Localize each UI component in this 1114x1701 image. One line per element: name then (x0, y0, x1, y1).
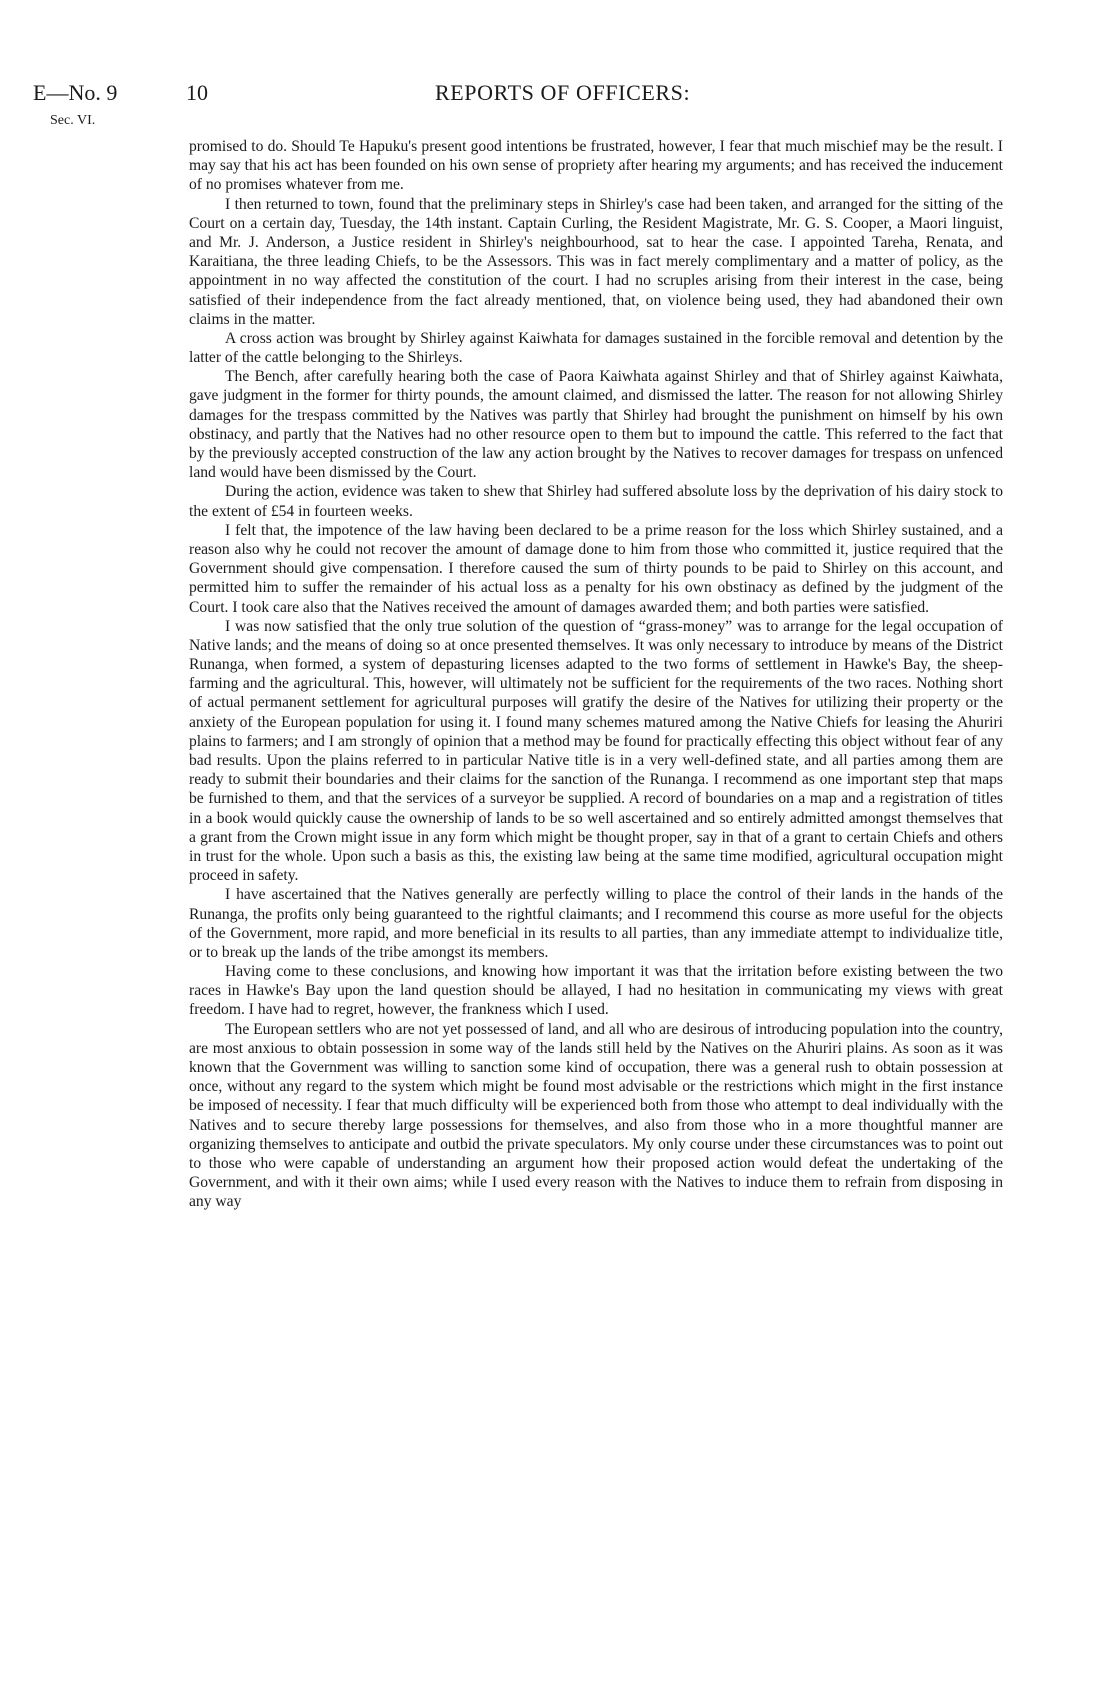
paragraph: I have ascertained that the Natives generally are perfectly willing to place the control of their lands in the hands of the Runanga, the profits only being guaranteed to the rightful claimants; and I recommend this course as more useful for the objects of the Government, more rapid, and more beneficial in its results to all parties, than any immediate attempt to individualize title, or to break up the lands of the tribe amongst its members. (189, 886, 1003, 961)
paragraph: The European settlers who are not yet possessed of land, and all who are desirous of introducing population into the country, are most anxious to obtain possession in some way of the lands still held by the Natives on the Ahuriri plains. As soon as it was known that the Government was willing to sanction some kind of occupation, there was a general rush to obtain possession at once, without any regard to the system which might be found most advisable or the restrictions which might in the first instance be imposed of necessity. I fear that much difficulty will be experienced both from those who attempt to deal individually with the Natives and to secure thereby large possessions for themselves, and also from those who in a more thoughtful manner are organizing themselves to anticipate and outbid the private speculators. My only course under these circumstances was to point out to those who were capable of understanding an argument how their proposed action would defeat the undertaking of the Government, and with it their own aims; while I used every reason with the Natives to induce them to refrain from disposing in any way (189, 1020, 1003, 1211)
parliamentary-paper-number: E—No. 9 (33, 80, 118, 105)
paragraph: A cross action was brought by Shirley against Kaiwhata for damages sustained in the forcible removal and detention by the latter of the cattle belonging to the Shirleys. (189, 329, 1003, 367)
paragraph: Having come to these conclusions, and knowing how important it was that the irritation before existing between the two races in Hawke's Bay upon the land question should be allayed, I had no hesitation in communicating my views with great freedom. I have had to regret, however, the frankness which I used. (189, 963, 1003, 1019)
page-number: 10 (186, 80, 208, 105)
paragraph: The Bench, after carefully hearing both the case of Paora Kaiwhata against Shirley and that of Shirley against Kaiwhata, gave judgment in the former for thirty pounds, the amount claimed, and dismissed the latter. The reason for not allowing Shirley damages for the trespass committed by the Natives was partly that Shirley had brought the punishment on himself by his own obstinacy, and partly that the Natives had no other resource open to them but to impound the cattle. This referred to the fact that by the previously accepted construction of the law any action brought by the Natives to recover damages for trespass on unfenced land would have been dismissed by the Court. (189, 368, 1003, 482)
paragraph: promised to do. Should Te Hapuku's present good intentions be frustrated, however, I fear that much mischief may be the result. I may say that his act has been founded on his own sense of propriety after hearing my arguments; and has received the inducement of no promises whatever from me. (189, 138, 1003, 194)
section-reference: Sec. VI. (50, 113, 96, 128)
paragraph: I was now satisfied that the only true solution of the question of “grass-money” was to arrange for the legal occupation of Native lands; and the means of doing so at once presented themselves. It was only necessary to introduce by means of the District Runanga, when formed, a system of depasturing licenses adapted to the two forms of settlement in Hawke's Bay, the sheep-farming and the agricultural. This, however, will ultimately not be sufficient for the requirements of the two races. Nothing short of actual permanent settlement for agricultural purposes will gratify the desire of the Natives for utilizing their property or the anxiety of the European population for using it. I found many schemes matured among the Native Chiefs for leasing the Ahuriri plains to farmers; and I am strongly of opinion that a method may be found for practically effecting this object without fear of any bad results. Upon the plains referred to in particular Native title is in a very well-defined state, and all parties among them are ready to submit their boundaries and their claims for the sanction of the Runanga. I recommend as one important step that maps be furnished to them, and that the services of a surveyor be supplied. A record of boundaries on a map and a registration of titles in a book would quickly cause the ownership of lands to be so well ascertained and so entirely admitted amongst themselves that a grant from the Crown might issue in any form which might be thought proper, say in that of a grant to certain Chiefs and others in trust for the whole. Upon such a basis as this, the existing law being at the same time modified, agricultural occupation might proceed in safety. (189, 617, 1003, 885)
body-text (189, 137, 1003, 1212)
running-title: REPORTS OF OFFICERS: (435, 80, 691, 105)
paragraph: I then returned to town, found that the preliminary steps in Shirley's case had been taken, and arranged for the sitting of the Court on a certain day, Tuesday, the 14th instant. Captain Curling, the Resident Magistrate, Mr. G. S. Cooper, a Maori linguist, and Mr. J. Anderson, a Justice resident in Shirley's neighbourhood, sat to hear the case. I appointed Tareha, Renata, and Karaitiana, the three leading Chiefs, to be the Assessors. This was in fact merely complimentary and a matter of policy, as the appointment in no way affected the constitution of the court. I had no scruples arising from their interest in the case, being satisfied of their independence from the fact already mentioned, that, on violence being used, they had abandoned their own claims in the matter. (189, 195, 1003, 328)
paragraph: During the action, evidence was taken to shew that Shirley had suffered absolute loss by the deprivation of his dairy stock to the extent of £54 in fourteen weeks. (189, 483, 1003, 520)
paragraph: I felt that, the impotence of the law having been declared to be a prime reason for the loss which Shirley sustained, and a reason also why he could not recover the amount of damage done to him from those who committed it, justice required that the Government should give compensation. I therefore caused the sum of thirty pounds to be paid to Shirley on this account, and permitted him to suffer the remainder of his actual loss as a penalty for his own obstinacy as defined by the judgment of the Court. I took care also that the Natives received the amount of damages awarded them; and both parties were satisfied. (189, 521, 1003, 616)
